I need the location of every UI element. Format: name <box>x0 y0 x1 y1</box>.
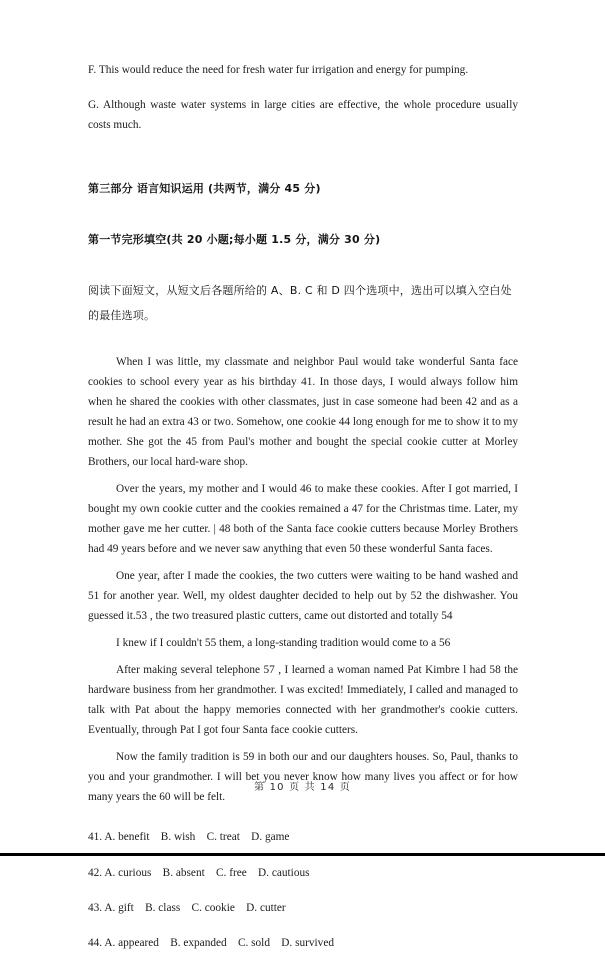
passage-paragraph: Now the family tradition is 59 in both our and our daughters houses. So, Paul, thanks to you and your grandmother. I will bet you never know how many lives you affect or for how many years the 60 will be felt. <box>88 751 518 803</box>
instruction-text: 阅读下面短文，从短文后各题所给的 A、B. C 和 D 四个选项中，选出可以填入空白处的最佳选项。 <box>88 284 512 322</box>
spacer <box>88 740 518 747</box>
spacer <box>88 807 518 814</box>
question-option-row: 42. A. curious B. absent C. free D. cautious <box>88 866 310 879</box>
question-option-row: 44. A. appeared B. expanded C. sold D. survived <box>88 937 334 950</box>
section-heading: 第三部分 语言知识运用 (共两节，满分 45 分) <box>88 182 321 195</box>
spacer <box>88 559 518 566</box>
spacer <box>88 135 518 165</box>
list-item: F. This would reduce the need for fresh water fur irrigation and energy for pumping. <box>88 64 469 76</box>
spacer <box>88 653 518 660</box>
document-body <box>88 60 518 966</box>
passage-paragraph: After making several telephone 57 , I learned a woman named Pat Kimbre l had 58 the hardware business from her grandmother. I was excited! Immediately, I called and managed to talk with Pat about the happy memories connected with her grandmother's cookie cutters. Eventually, through Pat I got four Santa face cookie cutters. <box>88 664 518 736</box>
question-option-row: 41. A. benefit B. wish C. treat D. game <box>88 831 290 844</box>
spacer <box>88 339 518 352</box>
passage-paragraph: I knew if I couldn't 55 them, a long-standing tradition would come to a 56 <box>116 637 451 649</box>
spacer <box>88 626 518 633</box>
list-item: G. Although waste water systems in large cities are effective, the whole procedure usually costs much. <box>88 99 518 131</box>
passage-paragraph: One year, after I made the cookies, the two cutters were waiting to be hand washed and 51 for another year. Well, my oldest daughter decided to help out by 52 the dishwasher. You guessed it.53 , the two treasured plastic cutters, came out distorted and totally 54 <box>88 570 518 622</box>
passage-paragraph: Over the years, my mother and I would 46 to make these cookies. After I got married, I bought my own cookie cutter and the cookies remained a 47 for the Christmas time. Later, my mother gave me her cutter. | 48 both of the Santa face cookie cutters because Morley Brothers had 49 years before and we never saw anything that even 50 these wonderful Santa faces. <box>88 483 518 555</box>
question-option-row: 43. A. gift B. class C. cookie D. cutter <box>88 901 286 914</box>
spacer <box>88 263 518 267</box>
subsection-heading: 第一节完形填空(共 20 小题;每小题 1.5 分，满分 30 分) <box>88 233 381 246</box>
spacer <box>88 472 518 479</box>
spacer <box>88 212 518 216</box>
page-footer: 第 10 页 共 14 页 <box>254 782 351 793</box>
passage-paragraph: When I was little, my classmate and neighbor Paul would take wonderful Santa face cookies to school every year as his birthday 41. In those days, I would always follow him when he shared the cookies with other classmates, just in case someone had been 42 and as a result he had an extra 43 or two. Somehow, one cookie 44 long enough for me to show it to my mother. She got the 45 from Paul's mother and bought the special cookie cutter at Morley Brothers, our local hard-ware shop. <box>88 356 518 468</box>
